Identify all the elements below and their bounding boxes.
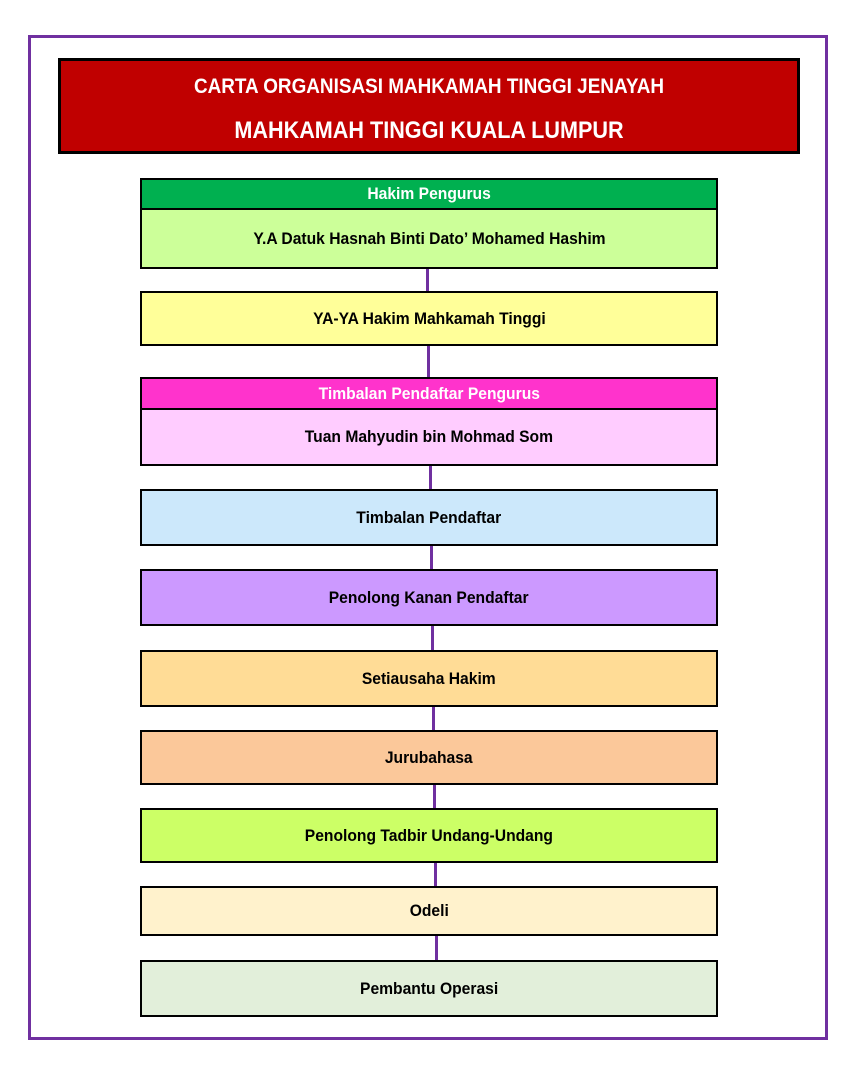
connector-line [429, 465, 432, 490]
timbalan-pendaftar-pengurus-box [140, 408, 718, 466]
hakim-pengurus-box [140, 208, 718, 269]
connector-line [433, 784, 436, 809]
setiausaha-hakim-label: Setiausaha Hakim [362, 668, 496, 688]
connector-line [432, 706, 435, 731]
penolong-tadbir-undang-undang-box [140, 808, 718, 863]
chart-title-box [58, 58, 800, 154]
chart-title: CARTA ORGANISASI MAHKAMAH TINGGI JENAYAH [193, 75, 665, 98]
penolong-tadbir-undang-undang-label: Penolong Tadbir Undang-Undang [304, 825, 554, 845]
timbalan-pendaftar-pengurus-header-label: Timbalan Pendaftar Pengurus [318, 383, 540, 403]
odeli-box [140, 886, 718, 936]
connector-line [427, 345, 430, 378]
connector-line [426, 268, 429, 292]
connector-line [434, 862, 437, 887]
hakim-pengurus-name: Y.A Datuk Hasnah Binti Dato’ Mohamed Hashim [252, 228, 606, 248]
timbalan-pendaftar-pengurus-name: Tuan Mahyudin bin Mohmad Som [304, 427, 554, 446]
hakim-pengurus-header [140, 178, 718, 208]
penolong-kanan-pendaftar-label: Penolong Kanan Pendaftar [329, 587, 529, 607]
jurubahasa-box [140, 730, 718, 785]
connector-line [431, 625, 434, 651]
pembantu-operasi-box [140, 960, 718, 1017]
penolong-kanan-pendaftar-box [140, 569, 718, 626]
timbalan-pendaftar-box [140, 489, 718, 546]
hakim-mahkamah-tinggi-box [140, 291, 718, 346]
timbalan-pendaftar-label: Timbalan Pendaftar [356, 507, 502, 527]
connector-line [435, 935, 438, 961]
pembantu-operasi-label: Pembantu Operasi [359, 978, 499, 998]
connector-line [430, 545, 433, 570]
hakim-pengurus-header-label: Hakim Pengurus [367, 184, 491, 203]
odeli-label: Odeli [409, 901, 449, 920]
timbalan-pendaftar-pengurus-header [140, 377, 718, 408]
chart-subtitle: MAHKAMAH TINGGI KUALA LUMPUR [234, 117, 624, 144]
jurubahasa-label: Jurubahasa [385, 747, 473, 767]
hakim-mahkamah-tinggi-label: YA-YA Hakim Mahkamah Tinggi [312, 308, 546, 328]
setiausaha-hakim-box [140, 650, 718, 707]
